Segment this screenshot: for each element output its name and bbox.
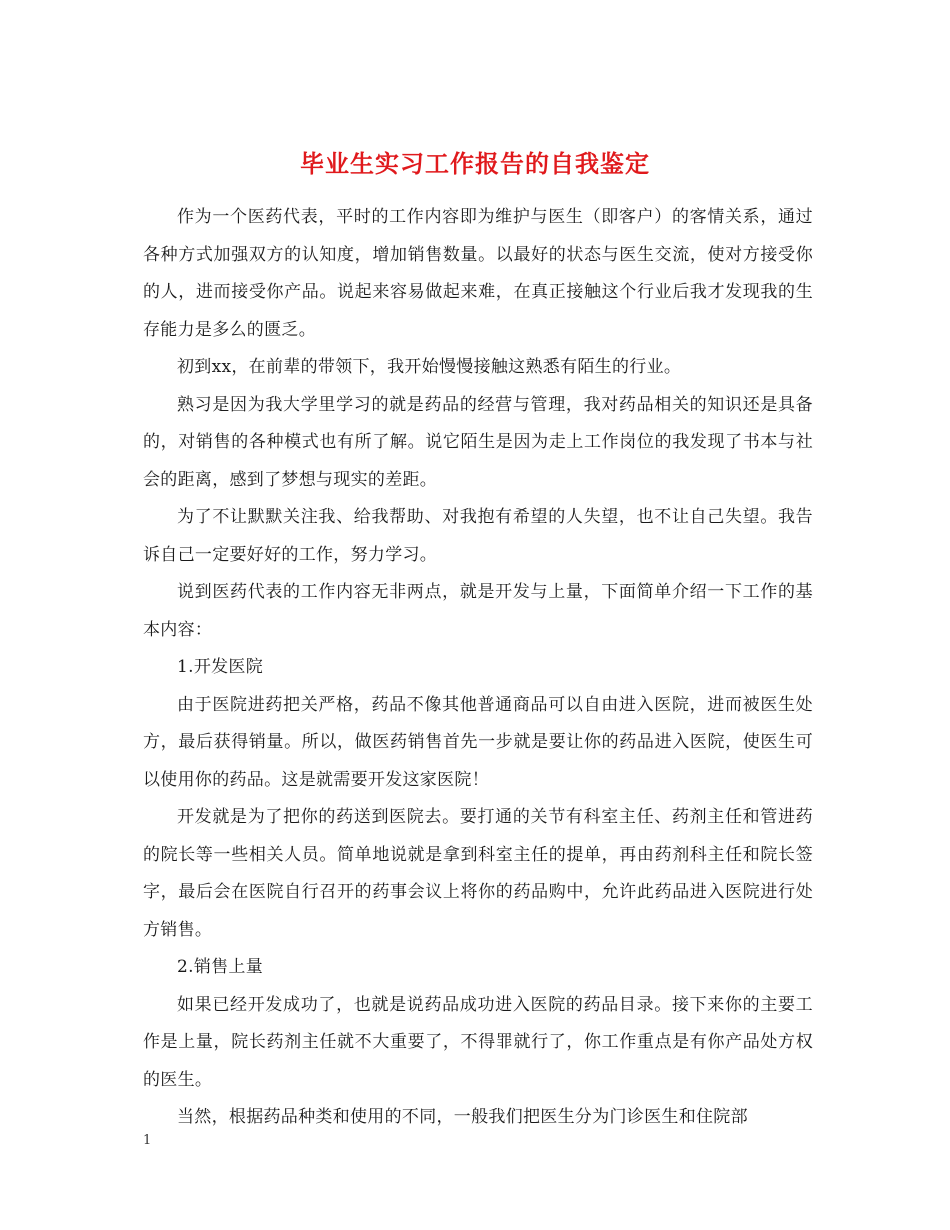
paragraph-work-content: 说到医药代表的工作内容无非两点，就是开发与上量，下面简单介绍一下工作的基本内容： bbox=[143, 582, 813, 640]
paragraph-hospital-entry: 由于医院进药把关严格，药品不像其他普通商品可以自由进入医院，进而被医生处方，最后获得销量。所以，做医药销售首先一步就是要让你的药品进入医院，使医生可以使用你的药品。这是就需要开发这家医院！ bbox=[143, 694, 813, 790]
paragraph-resolve: 为了不让默默关注我、给我帮助、对我抱有希望的人失望，也不让自己失望。我告诉自己一定要好好的工作，努力学习。 bbox=[143, 507, 813, 565]
document-title: 毕业生实习工作报告的自我鉴定 bbox=[300, 149, 650, 179]
paragraph-intro: 作为一个医药代表，平时的工作内容即为维护与医生（即客户）的客情关系，通过各种方式加强双方的认知度，增加销售数量。以最好的状态与医生交流，使对方接受你的人，进而接受你产品。说起来容易做起来难，在真正接触这个行业后我才发现我的生存能力是多么的匮乏。 bbox=[143, 207, 813, 340]
paragraph-doctor-types: 当然，根据药品种类和使用的不同，一般我们把医生分为门诊医生和住院部 bbox=[177, 1107, 748, 1127]
paragraph-sales-volume: 如果已经开发成功了，也就是说药品成功进入医院的药品目录。接下来你的主要工作是上量，院长药剂主任就不大重要了，不得罪就行了，你工作重点是有你产品处方权的医生。 bbox=[143, 994, 813, 1090]
paragraph-development: 开发就是为了把你的药送到医院去。要打通的关节有科室主任、药剂主任和管进药的院长等一些相关人员。简单地说就是拿到科室主任的提单，再由药剂科主任和院长签字，最后会在医院自行召开的药事会议上将你的药品购中，允许此药品进入医院进行处方销售。 bbox=[143, 807, 813, 940]
paragraph-familiar: 熟习是因为我大学里学习的就是药品的经营与管理，我对药品相关的知识还是具备的，对销售的各种模式也有所了解。说它陌生是因为走上工作岗位的我发现了书本与社会的距离，感到了梦想与现实的差距。 bbox=[143, 394, 813, 490]
document-body bbox=[143, 199, 813, 1137]
section-heading-develop-hospital: 1.开发医院 bbox=[177, 657, 264, 677]
page-number: 1 bbox=[143, 1133, 152, 1148]
section-heading-sales-volume: 2.销售上量 bbox=[177, 957, 264, 977]
paragraph-arrival: 初到xx，在前辈的带领下，我开始慢慢接触这熟悉有陌生的行业。 bbox=[177, 357, 682, 377]
